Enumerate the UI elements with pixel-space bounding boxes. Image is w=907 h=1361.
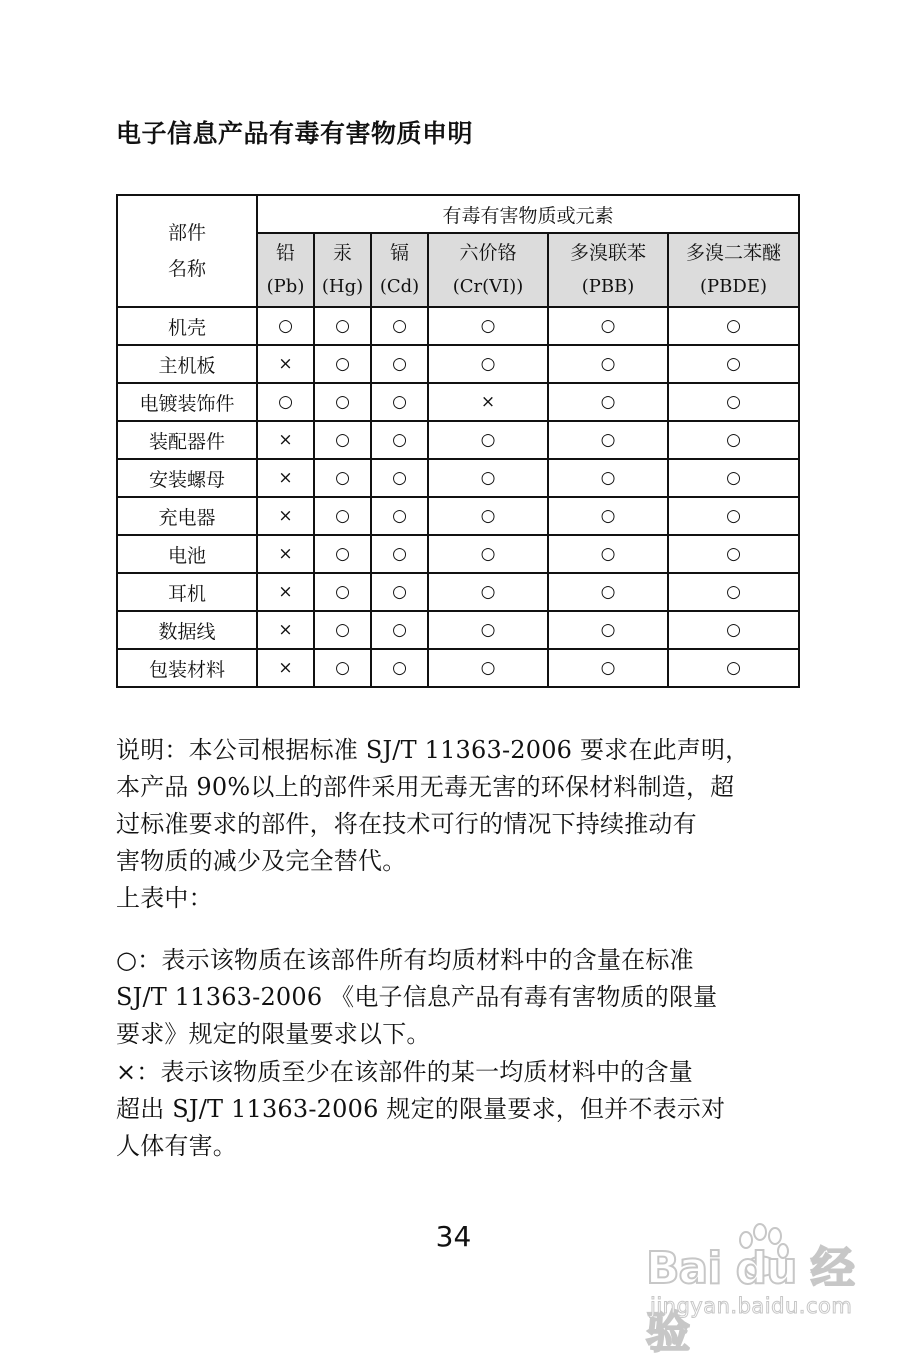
circle-note-line: SJ/T 11363-2006 《电子信息产品有毒有害物质的限量 [116, 983, 718, 1011]
substance-mark-cell: ○ [668, 535, 799, 573]
substance-mark-cell: ○ [668, 421, 799, 459]
part-name-cell: 安装螺母 [117, 459, 257, 497]
substance-formula: (Cd) [379, 276, 420, 297]
watermark-url: jingyan.baidu.com [650, 1294, 853, 1318]
part-name-cell: 电池 [117, 535, 257, 573]
table-row [117, 345, 799, 383]
substance-mark-cell: ○ [668, 573, 799, 611]
cross-note-line: 人体有害。 [116, 1132, 237, 1160]
substance-formula: (Cr(VI)) [452, 276, 524, 297]
substance-mark-cell: ○ [548, 573, 668, 611]
substance-mark-cell: × [257, 649, 314, 687]
substance-mark-cell: ○ [428, 573, 548, 611]
substance-mark-cell: ○ [314, 649, 371, 687]
substance-mark-cell: ○ [371, 459, 428, 497]
substance-mark-cell: × [257, 497, 314, 535]
substance-mark-cell: ○ [314, 497, 371, 535]
substance-name: 铅 [275, 242, 295, 264]
substance-mark-cell: × [428, 383, 548, 421]
table-row [117, 421, 799, 459]
substance-mark-cell: ○ [548, 611, 668, 649]
substance-name: 六价铬 [459, 242, 517, 264]
substance-mark-cell: ○ [314, 421, 371, 459]
explanation-line: 害物质的减少及完全替代。 [116, 847, 407, 875]
substance-formula: (Hg) [321, 276, 364, 297]
circle-note-line: 要求》规定的限量要求以下。 [116, 1020, 431, 1048]
substance-mark-cell: ○ [371, 421, 428, 459]
substance-mark-cell: ○ [314, 307, 371, 345]
page-number: 34 [435, 1220, 472, 1253]
substance-mark-cell: ○ [548, 307, 668, 345]
substance-mark-cell: × [257, 611, 314, 649]
circle-legend-note [116, 942, 806, 1053]
substance-mark-cell: ○ [548, 421, 668, 459]
substance-formula: (PBDE) [700, 276, 767, 297]
substance-formula: (Pb) [266, 276, 305, 297]
substance-mark-cell: × [257, 573, 314, 611]
substance-mark-cell: ○ [428, 421, 548, 459]
substance-mark-cell: ○ [257, 307, 314, 345]
substance-header [668, 233, 799, 307]
cross-note-line: ×：表示该物质至少在该部件的某一均质材料中的含量 [116, 1058, 693, 1086]
substance-mark-cell: ○ [548, 535, 668, 573]
substance-mark-cell: ○ [428, 345, 548, 383]
substance-mark-cell: ○ [371, 497, 428, 535]
substance-mark-cell: ○ [428, 649, 548, 687]
substance-mark-cell: ○ [371, 573, 428, 611]
substance-mark-cell: ○ [428, 611, 548, 649]
substance-mark-cell: ○ [371, 535, 428, 573]
substance-mark-cell: ○ [257, 383, 314, 421]
cross-note-line: 超出 SJ/T 11363-2006 规定的限量要求，但并不表示对 [116, 1095, 726, 1123]
substance-formula: (PBB) [581, 276, 635, 297]
part-name-cell: 包装材料 [117, 649, 257, 687]
substance-mark-cell: ○ [548, 383, 668, 421]
part-name-header-line1: 部件 [167, 222, 206, 244]
substance-mark-cell: ○ [314, 345, 371, 383]
hazardous-substance-table [116, 194, 800, 688]
baidu-jingyan-watermark [640, 1218, 870, 1358]
substance-mark-cell: ○ [668, 497, 799, 535]
substance-mark-cell: ○ [371, 345, 428, 383]
substance-mark-cell: ○ [371, 383, 428, 421]
part-name-cell: 机壳 [117, 307, 257, 345]
substance-name: 汞 [332, 242, 352, 264]
substance-name: 多溴二苯醚 [686, 242, 782, 264]
substance-mark-cell: ○ [428, 535, 548, 573]
substance-header [314, 233, 371, 307]
substance-mark-cell: ○ [371, 649, 428, 687]
substance-mark-cell: ○ [314, 535, 371, 573]
table-row [117, 611, 799, 649]
part-name-cell: 电镀装饰件 [117, 383, 257, 421]
table-row [117, 535, 799, 573]
part-name-cell: 耳机 [117, 573, 257, 611]
substance-mark-cell: ○ [371, 307, 428, 345]
substance-mark-cell: ○ [428, 497, 548, 535]
part-name-cell: 主机板 [117, 345, 257, 383]
substance-mark-cell: ○ [668, 345, 799, 383]
substance-mark-cell: × [257, 459, 314, 497]
part-name-header [117, 195, 257, 307]
substance-mark-cell: ○ [428, 307, 548, 345]
substance-header [428, 233, 548, 307]
substance-mark-cell: × [257, 535, 314, 573]
part-name-cell: 充电器 [117, 497, 257, 535]
substance-mark-cell: ○ [314, 573, 371, 611]
explanation-line: 上表中： [116, 884, 213, 912]
part-name-header-line2: 名称 [167, 258, 206, 280]
table-row [117, 497, 799, 535]
substance-mark-cell: ○ [548, 497, 668, 535]
substance-mark-cell: ○ [548, 459, 668, 497]
table-row [117, 459, 799, 497]
substance-mark-cell: ○ [314, 459, 371, 497]
explanation-paragraph [116, 732, 806, 917]
substance-group-header: 有毒有害物质或元素 [257, 195, 799, 233]
watermark-logo-text: Bai du 经验 [646, 1243, 854, 1358]
substance-name: 多溴联苯 [569, 242, 646, 264]
substance-mark-cell: ○ [428, 459, 548, 497]
substance-mark-cell: ○ [548, 345, 668, 383]
substance-mark-cell: ○ [668, 383, 799, 421]
table-row [117, 649, 799, 687]
substance-header [257, 233, 314, 307]
explanation-line: 过标准要求的部件，将在技术可行的情况下持续推动有 [116, 810, 697, 838]
substance-mark-cell: ○ [314, 383, 371, 421]
explanation-line: 说明：本公司根据标准 SJ/T 11363-2006 要求在此声明， [116, 736, 750, 764]
substance-mark-cell: ○ [668, 307, 799, 345]
substance-header [371, 233, 428, 307]
substance-mark-cell: × [257, 421, 314, 459]
substance-mark-cell: ○ [668, 649, 799, 687]
table-row [117, 573, 799, 611]
substance-name: 镉 [389, 242, 409, 264]
explanation-line: 本产品 90%以上的部件采用无毒无害的环保材料制造，超 [116, 773, 735, 801]
page-title: 电子信息产品有毒有害物质申明 [116, 119, 474, 148]
substance-mark-cell: × [257, 345, 314, 383]
substance-mark-cell: ○ [668, 611, 799, 649]
part-name-cell: 数据线 [117, 611, 257, 649]
substance-mark-cell: ○ [668, 459, 799, 497]
substance-mark-cell: ○ [314, 611, 371, 649]
part-name-cell: 装配器件 [117, 421, 257, 459]
substance-mark-cell: ○ [548, 649, 668, 687]
cross-legend-note [116, 1054, 806, 1165]
table-row [117, 307, 799, 345]
table-row [117, 383, 799, 421]
substance-header [548, 233, 668, 307]
circle-note-line: ○：表示该物质在该部件所有均质材料中的含量在标准 [116, 946, 694, 974]
substance-mark-cell: ○ [371, 611, 428, 649]
